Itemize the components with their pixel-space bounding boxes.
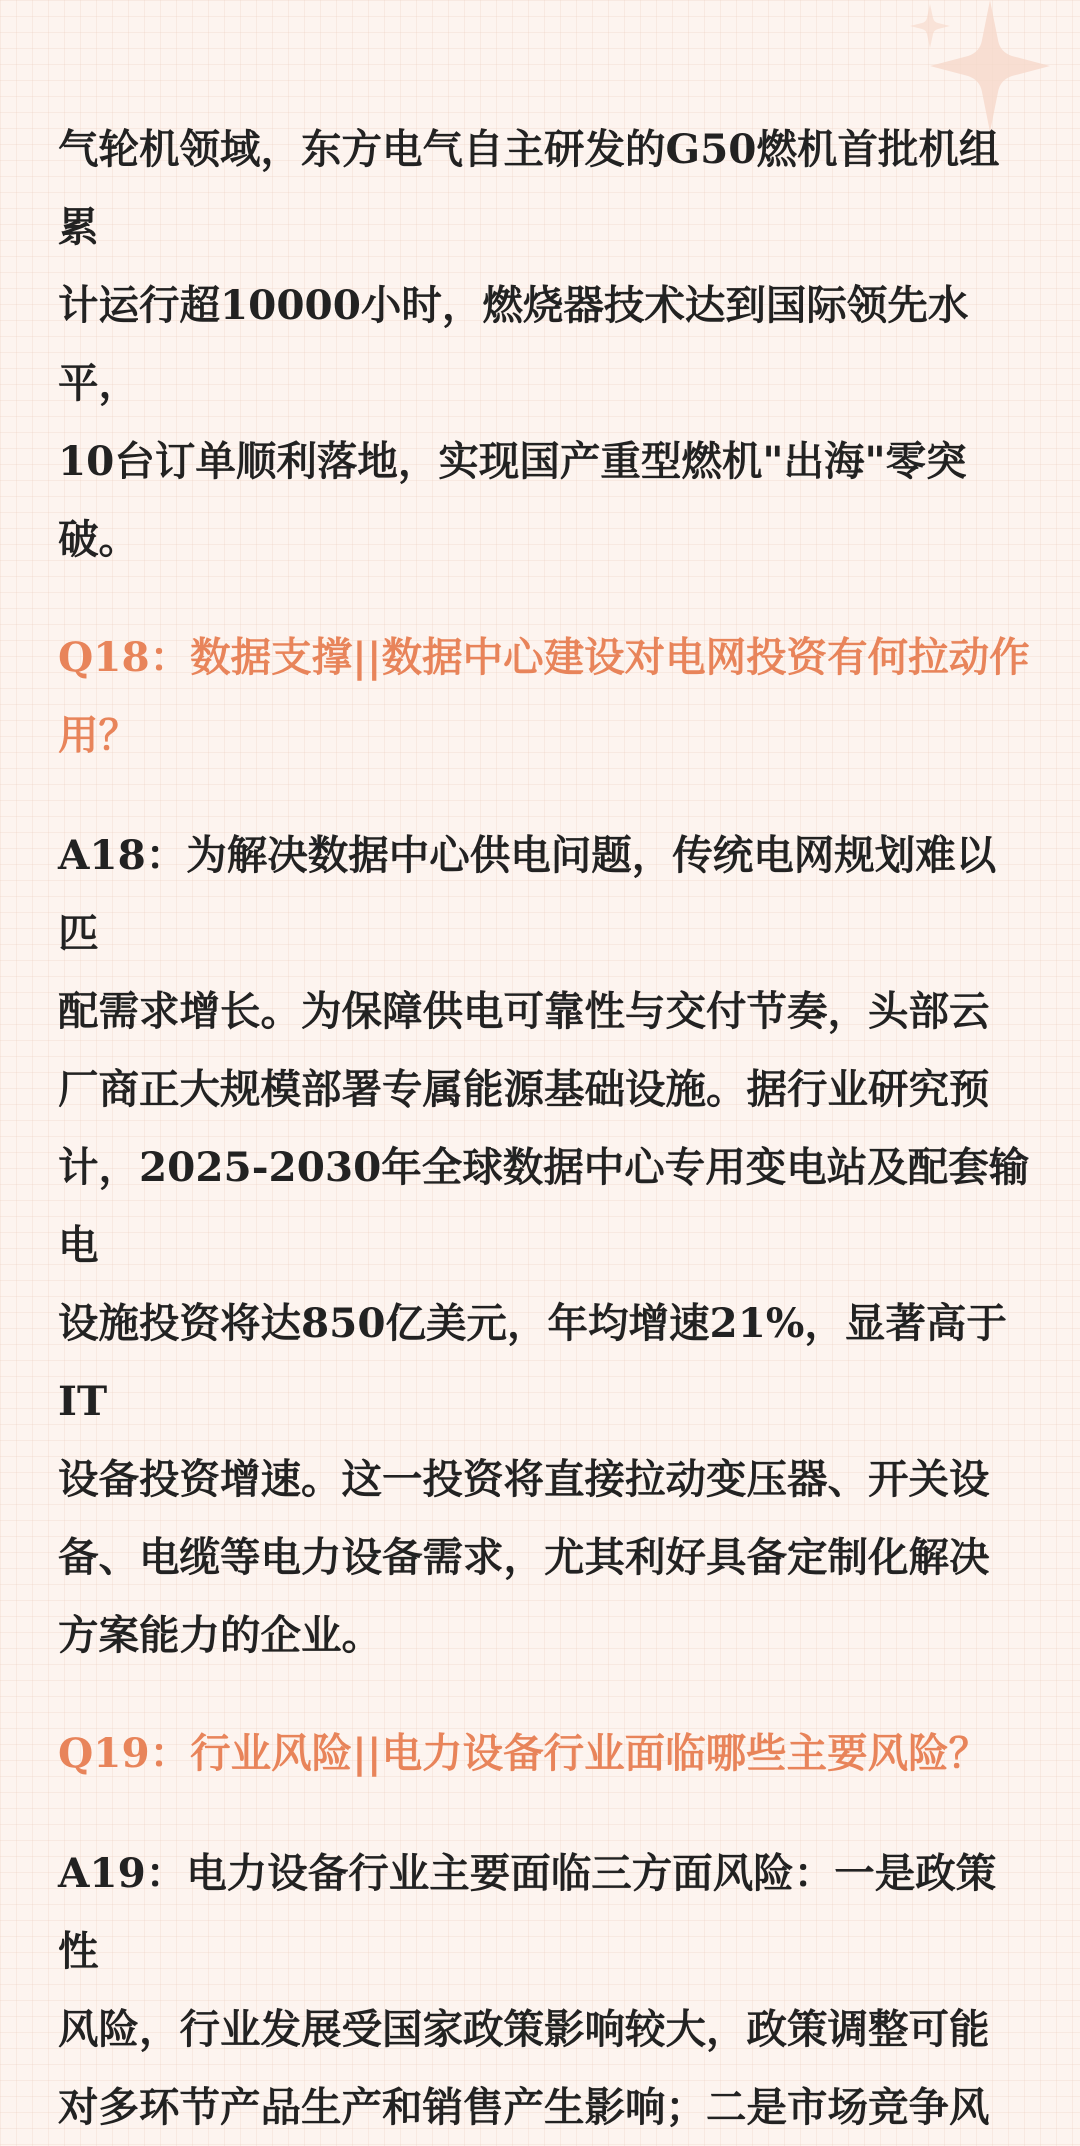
text-line: 厂商正大规模部署专属能源基础设施。据行业研究预 xyxy=(58,1065,990,1113)
text-line: 设施投资将达850亿美元，年均增速21%，显著高于IT xyxy=(58,1299,1007,1425)
question-line: Q19：行业风险||电力设备行业面临哪些主要风险？ xyxy=(58,1729,990,1777)
text-line: 设备投资增速。这一投资将直接拉动变压器、开关设 xyxy=(58,1455,990,1503)
text-line: 10台订单顺利落地，实现国产重型燃机"出海"零突 xyxy=(58,437,967,485)
text-line: 配需求增长。为保障供电可靠性与交付节奏，头部云 xyxy=(58,987,990,1035)
text-line: 方案能力的企业。 xyxy=(58,1611,382,1659)
answer-19 xyxy=(58,1834,1030,2146)
text-line: 计，2025-2030年全球数据中心专用变电站及配套输电 xyxy=(58,1143,1030,1269)
text-line: 计运行超10000小时，燃烧器技术达到国际领先水平， xyxy=(58,281,969,407)
question-line: Q18：数据支撑||数据中心建设对电网投资有何拉动作 xyxy=(58,633,1030,681)
article-content xyxy=(58,110,1030,2146)
question-line: 用？ xyxy=(58,711,139,759)
text-line: 风险，行业发展受国家政策影响较大，政策调整可能 xyxy=(58,2005,990,2053)
text-line: 破。 xyxy=(58,515,139,563)
question-19 xyxy=(58,1714,1030,1792)
answer-18 xyxy=(58,816,1030,1674)
text-line: A18：为解决数据中心供电问题，传统电网规划难以匹 xyxy=(58,831,997,957)
answer-17-continued xyxy=(58,110,1030,578)
text-line: A19：电力设备行业主要面临三方面风险：一是政策性 xyxy=(58,1849,997,1975)
text-line: 对多环节产品生产和销售产生影响；二是市场竞争风 xyxy=(58,2083,990,2131)
text-line: 气轮机领域，东方电气自主研发的G50燃机首批机组累 xyxy=(58,125,1000,251)
text-line: 备、电缆等电力设备需求，尤其利好具备定制化解决 xyxy=(58,1533,990,1581)
question-18 xyxy=(58,618,1030,774)
